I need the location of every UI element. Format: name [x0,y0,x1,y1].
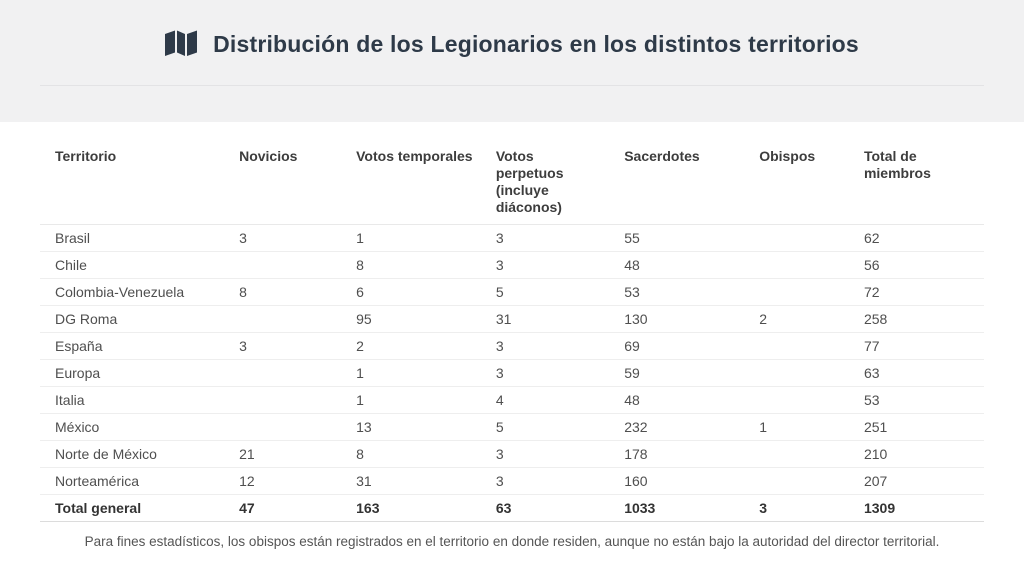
value-cell [224,387,341,414]
table-row [40,414,984,441]
value-cell [224,306,341,333]
value-cell [744,333,849,360]
value-cell: 232 [609,414,744,441]
value-cell: 3 [481,360,609,387]
territory-cell: Europa [40,360,224,387]
territory-cell: Total general [40,495,224,522]
map-icon [165,30,197,58]
value-cell: 210 [849,441,984,468]
value-cell: 1 [744,414,849,441]
value-cell: 55 [609,225,744,252]
value-cell: 178 [609,441,744,468]
column-header: Total de miembros [849,122,984,225]
value-cell [744,441,849,468]
value-cell: 251 [849,414,984,441]
value-cell: 3 [481,441,609,468]
value-cell: 69 [609,333,744,360]
value-cell: 56 [849,252,984,279]
value-cell [744,225,849,252]
table-row [40,360,984,387]
value-cell: 207 [849,468,984,495]
value-cell: 3 [744,495,849,522]
table-total-row [40,495,984,522]
column-header: Novicios [224,122,341,225]
value-cell: 8 [224,279,341,306]
territory-cell: España [40,333,224,360]
column-header: Territorio [40,122,224,225]
territory-cell: Norteamérica [40,468,224,495]
table-row [40,468,984,495]
value-cell: 8 [341,441,481,468]
value-cell [744,360,849,387]
territories-table [40,122,984,522]
value-cell: 5 [481,414,609,441]
footnote: Para fines estadísticos, los obispos están registrados en el territorio en donde residen, aunque no están bajo la autoridad del director territorial. [84,534,940,550]
value-cell: 6 [341,279,481,306]
value-cell: 163 [341,495,481,522]
table-row [40,441,984,468]
value-cell: 77 [849,333,984,360]
territory-cell: Brasil [40,225,224,252]
value-cell: 8 [341,252,481,279]
value-cell: 1 [341,360,481,387]
table-row [40,252,984,279]
territories-table-wrap [40,122,984,522]
value-cell: 3 [481,468,609,495]
territory-cell: DG Roma [40,306,224,333]
territory-cell: México [40,414,224,441]
header-divider [40,85,984,86]
column-header: Votos temporales [341,122,481,225]
territory-cell: Chile [40,252,224,279]
value-cell: 1309 [849,495,984,522]
value-cell [224,414,341,441]
value-cell: 258 [849,306,984,333]
title-row [0,0,1024,58]
value-cell: 13 [341,414,481,441]
value-cell [744,387,849,414]
value-cell: 59 [609,360,744,387]
value-cell: 62 [849,225,984,252]
value-cell: 21 [224,441,341,468]
value-cell: 3 [481,225,609,252]
column-header: Sacerdotes [609,122,744,225]
value-cell: 48 [609,387,744,414]
table-row [40,333,984,360]
value-cell: 1 [341,225,481,252]
value-cell: 53 [609,279,744,306]
value-cell: 1 [341,387,481,414]
value-cell: 2 [341,333,481,360]
value-cell [744,279,849,306]
value-cell: 63 [481,495,609,522]
table-row [40,279,984,306]
value-cell [744,468,849,495]
value-cell: 1033 [609,495,744,522]
value-cell: 3 [224,333,341,360]
value-cell: 2 [744,306,849,333]
value-cell: 47 [224,495,341,522]
value-cell: 95 [341,306,481,333]
table-body [40,225,984,522]
page-title: Distribución de los Legionarios en los distintos territorios [213,30,859,57]
value-cell: 5 [481,279,609,306]
table-row [40,225,984,252]
value-cell [224,360,341,387]
value-cell: 12 [224,468,341,495]
value-cell: 160 [609,468,744,495]
value-cell: 4 [481,387,609,414]
table-row [40,387,984,414]
value-cell: 130 [609,306,744,333]
table-row [40,306,984,333]
value-cell: 3 [224,225,341,252]
territory-cell: Norte de México [40,441,224,468]
value-cell: 72 [849,279,984,306]
value-cell: 3 [481,333,609,360]
table-header-row [40,122,984,225]
value-cell [224,252,341,279]
value-cell [744,252,849,279]
value-cell: 53 [849,387,984,414]
territory-cell: Italia [40,387,224,414]
value-cell: 48 [609,252,744,279]
value-cell: 63 [849,360,984,387]
value-cell: 31 [481,306,609,333]
column-header: Obispos [744,122,849,225]
value-cell: 31 [341,468,481,495]
territory-cell: Colombia-Venezuela [40,279,224,306]
header-band [0,0,1024,122]
column-header: Votos perpetuos (incluye diáconos) [481,122,609,225]
value-cell: 3 [481,252,609,279]
